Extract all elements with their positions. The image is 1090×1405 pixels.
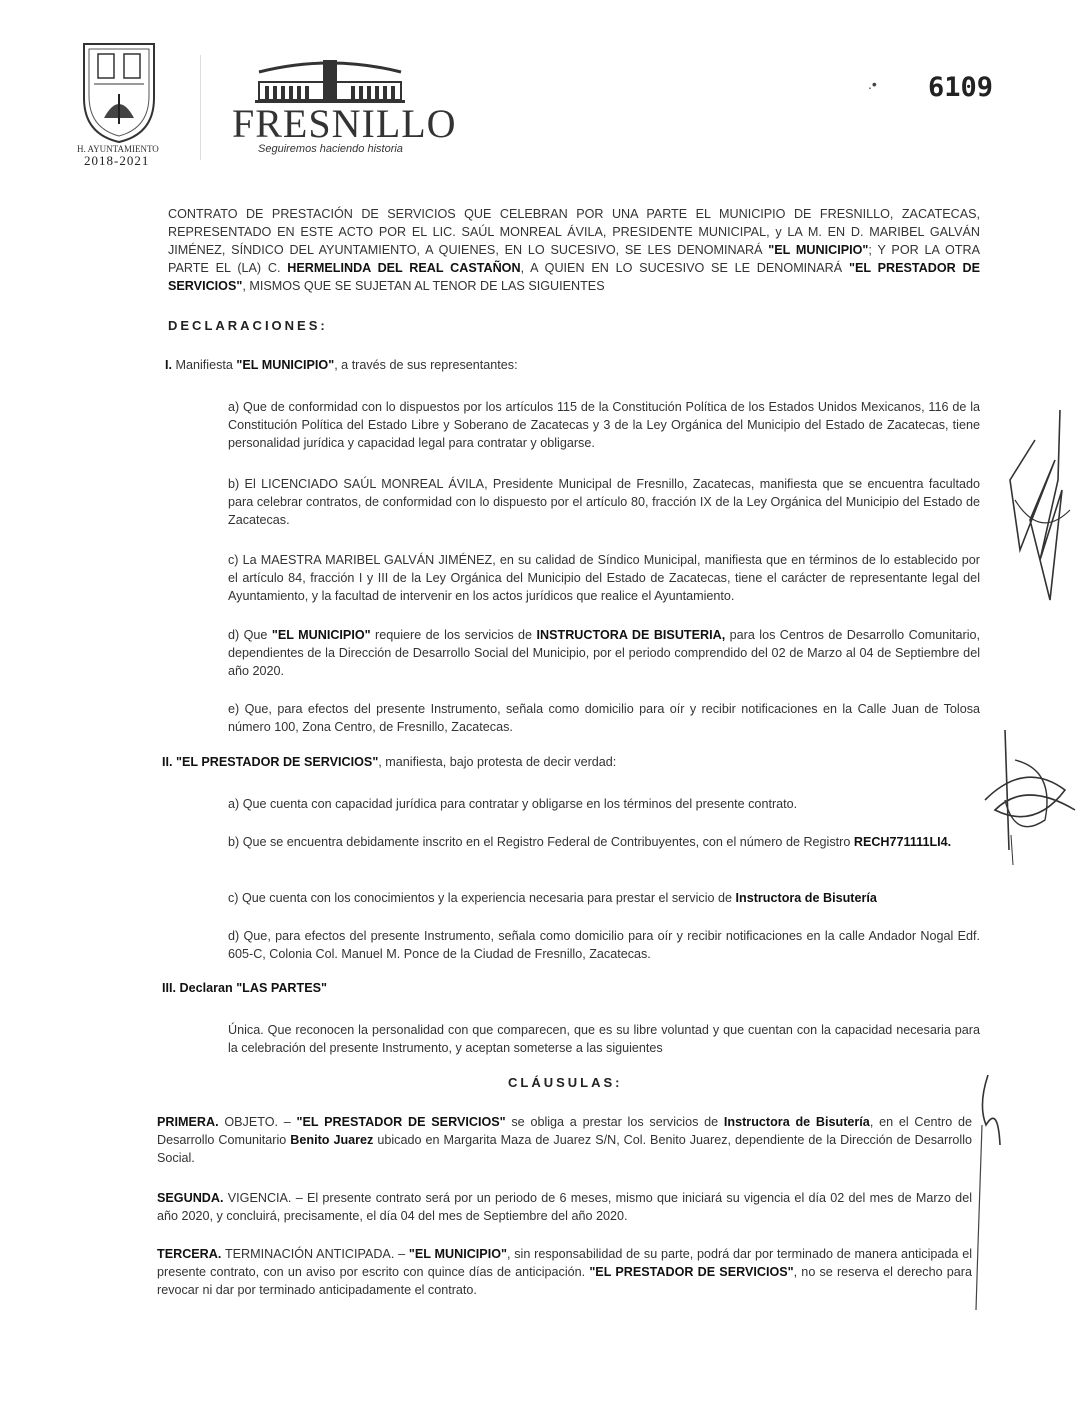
section-i-header: I. Manifiesta "EL MUNICIPIO", a través de sus representantes: <box>165 358 518 372</box>
section-iii-header: III. Declaran "LAS PARTES" <box>162 981 327 995</box>
contract-intro: CONTRATO DE PRESTACIÓN DE SERVICIOS QUE CELEBRAN POR UNA PARTE EL MUNICIPIO DE FRESNILLO, ZACATECAS, REPRESENTADO EN ESTE ACTO POR EL LIC. SAÚL MONREAL ÁVILA, PRESIDENTE MUNICIPAL, y LA M. EN D. MARIBEL GALVÁN JIMÉNEZ, SÍNDICO DEL AYUNTAMIENTO, A QUIENES, EN LO SUCESIVO, SE LES DENOMINARÁ "EL MUNICIPIO"; Y POR LA OTRA PARTE EL (LA) C. HERMELINDA DEL REAL CASTAÑON, A QUIEN EN LO SUCESIVO SE LE DENOMINARÁ "EL PRESTADOR DE SERVICIOS", MISMOS QUE SE SUJETAN AL TENOR DE LAS SIGUIENTES <box>168 207 981 293</box>
section-ii-d: d) Que, para efectos del presente Instrumento, señala como domicilio para oír y recibir notificaciones en la calle Andador Nogal Edf. 605-C, Colonia Col. Manuel M. Ponce de la Ciudad de Fresnillo, Zacatecas. <box>228 929 980 961</box>
section-i-b: b) El LICENCIADO SAÚL MONREAL ÁVILA, Presidente Municipal de Fresnillo, Zacatecas, manifiesta que se encuentra facultado para celebrar contratos, de conformidad con lo dispuesto por el artículo 80, fracción IX de la Ley Orgánica del Municipio del Estado de Zacatecas. <box>228 477 980 527</box>
section-i-d: d) Que "EL MUNICIPIO" requiere de los servicios de INSTRUCTORA DE BISUTERIA, para los Centros de Desarrollo Comunitario, dependientes de la Dirección de Desarrollo Social del Municipio, por el periodo comprendido del 02 de Marzo al 04 de Septiembre del año 2020. <box>228 628 980 678</box>
clause-primera: PRIMERA. OBJETO. – "EL PRESTADOR DE SERVICIOS" se obliga a prestar los servicios de Instructora de Bisutería, en el Centro de Desarrollo Comunitario Benito Juarez ubicado en Margarita Maza de Juarez S/N, Col. Benito Juarez, dependiente de la Dirección de Desarrollo Social. <box>157 1115 973 1165</box>
section-iii-unica: Única. Que reconocen la personalidad con que comparecen, que es su libre voluntad y que cuentan con la capacidad necesaria para la celebración del presente Instrumento, y aceptan someterse a las siguientes <box>228 1023 980 1055</box>
declaraciones-heading: DECLARACIONES: <box>168 318 328 333</box>
clause-tercera: TERCERA. TERMINACIÓN ANTICIPADA. – "EL MUNICIPIO", sin responsabilidad de su parte, podrá dar por terminado de manera anticipada el presente contrato, con un aviso por escrito con quince días de anticipación. "EL PRESTADOR DE SERVICIOS", no se reserva el derecho para revocar ni dar por terminado anticipadamente el contrato. <box>157 1247 973 1297</box>
header-divider <box>200 55 201 160</box>
clausulas-heading: CLÁUSULAS: <box>508 1075 623 1090</box>
clause-segunda: SEGUNDA. VIGENCIA. – El presente contrato será por un periodo de 6 meses, mismo que iniciará su vigencia el día 02 del mes de Marzo del año 2020, y concluirá, precisamente, el día 04 del mes de Septiembre del año 2020. <box>157 1191 972 1223</box>
section-ii-a: a) Que cuenta con capacidad jurídica para contratar y obligarse en los términos del presente contrato. <box>228 797 798 811</box>
section-i-a: a) Que de conformidad con lo dispuestos por los artículos 115 de la Constitución Política de los Estados Unidos Mexicanos, 116 de la Constitución Política del Estado Libre y Soberano de Zacatecas y 3 de la Ley Orgánica del Municipio del Estado de Zacatecas, tiene personalidad jurídica y capacidad legal para contratar y obligarse. <box>228 400 980 450</box>
section-ii-c: c) Que cuenta con los conocimientos y la experiencia necesaria para prestar el servicio de Instructora de Bisutería <box>228 891 877 905</box>
signature-top <box>1000 400 1080 625</box>
page-mark: .• <box>868 76 877 92</box>
administration-period: 2018-2021 <box>84 153 150 168</box>
document-number: 6109 <box>928 72 994 103</box>
signature-middle <box>975 720 1085 875</box>
section-i-e: e) Que, para efectos del presente Instrumento, señala como domicilio para oír y recibir notificaciones en la Calle Juan de Tolosa número 100, Zona Centro, de Fresnillo, Zacatecas. <box>228 702 980 734</box>
section-ii-header: II. "EL PRESTADOR DE SERVICIOS", manifiesta, bajo protesta de decir verdad: <box>162 755 617 769</box>
section-ii-b: b) Que se encuentra debidamente inscrito en el Registro Federal de Contribuyentes, con el número de Registro RECH771111LI4. <box>228 835 952 849</box>
city-slogan: Seguiremos haciendo historia <box>258 143 403 155</box>
signature-bottom <box>968 1065 1018 1320</box>
section-i-c: c) La MAESTRA MARIBEL GALVÁN JIMÉNEZ, en su calidad de Síndico Municipal, manifiesta que en términos de lo establecido por el artículo 84, fracción I y III de la Ley Orgánica del Municipio del Estado de Zacatecas, tiene el carácter de representante legal del Ayuntamiento, y la facultad de intervenir en los actos jurídicos que realice el Ayuntamiento. <box>228 553 980 603</box>
city-logo-text: FRESNILLO <box>232 101 457 146</box>
municipal-seal <box>78 38 160 151</box>
ayuntamiento-label: H. AYUNTAMIENTO <box>77 144 159 154</box>
